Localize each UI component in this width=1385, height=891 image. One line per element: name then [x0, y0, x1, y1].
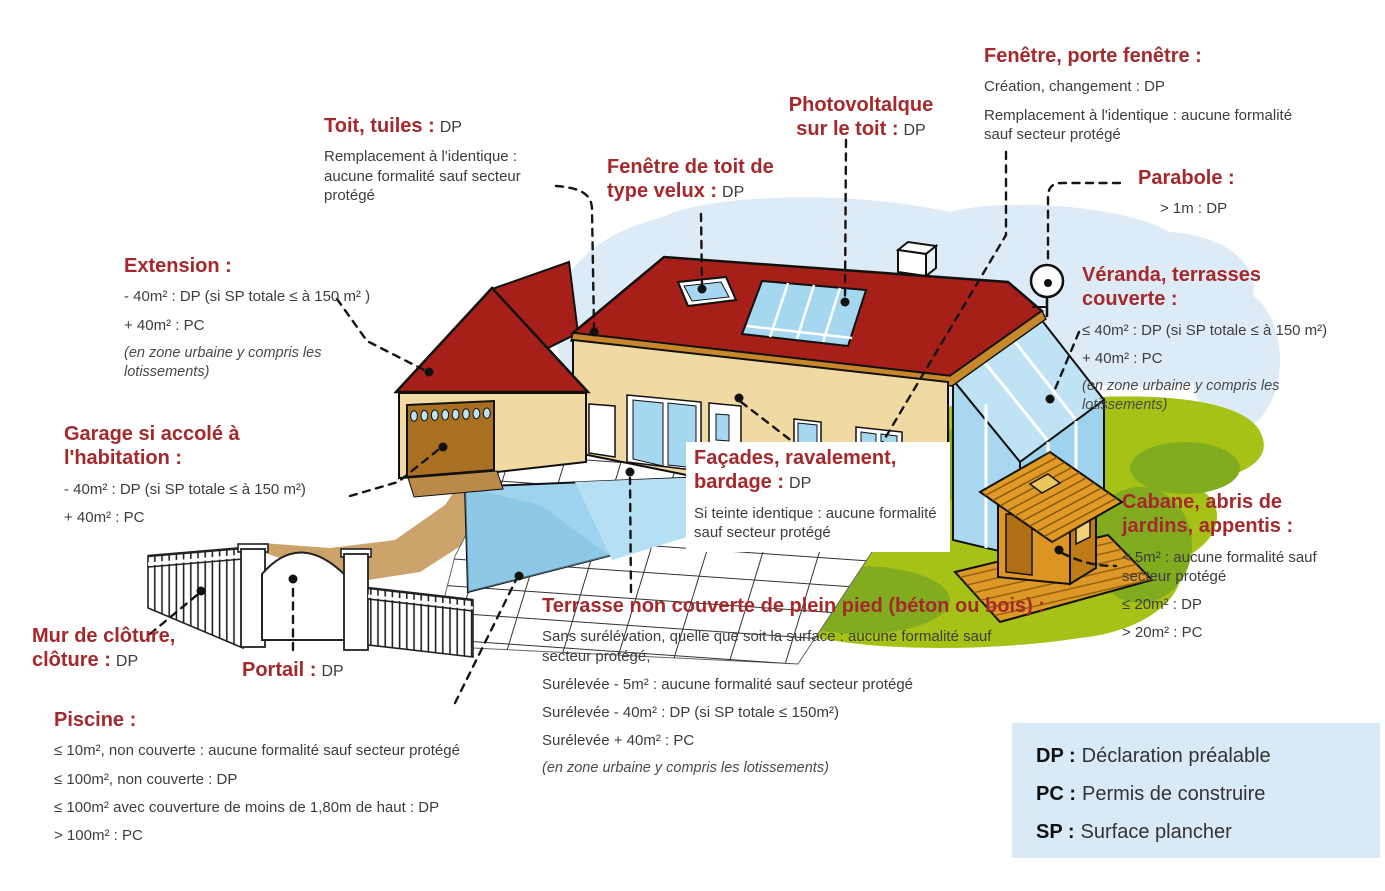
fence-right — [368, 588, 473, 657]
portail-gate — [262, 552, 346, 640]
legend-box — [1012, 723, 1380, 858]
connector-terrasse — [630, 478, 631, 592]
label-terrasse — [542, 594, 1062, 778]
label-toit-tuiles — [324, 114, 566, 214]
label-title — [772, 117, 950, 141]
label-title-text: sur le toit : — [796, 118, 899, 141]
label-note: (en zone urbaine y compris les lotissements) — [542, 760, 829, 777]
anchor-dot — [590, 328, 599, 337]
label-title — [242, 658, 422, 682]
label-line: Surélevée - 40m² : DP (si SP totale ≤ 150m²) — [542, 703, 839, 721]
label-title: Fenêtre de toit de — [607, 156, 774, 178]
label-piscine — [54, 708, 539, 854]
label-line: > 100m² : PC — [54, 826, 143, 844]
label-code: DP — [439, 119, 462, 136]
label-title: Extension : — [124, 255, 232, 277]
label-title: Véranda, terrasses couverte : — [1082, 264, 1262, 311]
label-line: + 40m² : PC — [124, 316, 205, 334]
label-line: Remplacement à l'identique : aucune formalité sauf secteur protégé — [984, 106, 1293, 143]
label-title: Piscine : — [54, 709, 137, 731]
label-note: (en zone urbaine y compris les lotissements) — [1082, 378, 1280, 413]
label-line: ≤ 20m² : DP — [1122, 596, 1202, 614]
legend-label: Surface plancher — [1080, 821, 1232, 843]
anchor-dot — [1055, 546, 1064, 555]
label-parabole — [1138, 166, 1298, 228]
label-title-text: Mur de clôture, clôture : — [32, 625, 176, 672]
label-line: Si teinte identique : aucune formalité sauf secteur protégé — [694, 504, 937, 541]
anchor-dot — [289, 575, 298, 584]
gate-pillars-and-arch — [238, 544, 371, 650]
label-title — [32, 624, 237, 673]
label-line: - 40m² : DP (si SP totale ≤ à 150 m² ) — [124, 288, 371, 306]
legend-abbr: SP : — [1036, 821, 1075, 843]
label-line: + 40m² : PC — [64, 508, 145, 526]
label-line: ≤ 10m², non couverte : aucune formalité sauf secteur protégé — [54, 742, 460, 760]
anchor-dot — [735, 394, 744, 403]
legend-abbr: PC : — [1036, 783, 1076, 805]
label-code: DP — [789, 475, 812, 493]
label-line: Sans surélévation, quelle que soit la surface : aucune formalité sauf secteur protégé, — [542, 628, 992, 665]
label-code: DP — [722, 184, 745, 202]
label-facades — [686, 442, 950, 552]
label-line: Surélevée - 5m² : aucune formalité sauf secteur protégé — [542, 675, 914, 693]
label-title: Cabane, abris de jardins, appentis : — [1122, 491, 1294, 538]
anchor-dot — [425, 368, 434, 377]
label-title: Photovoltalque — [788, 94, 934, 116]
label-fenetre-porte — [984, 44, 1319, 153]
label-photovoltaique — [772, 93, 950, 151]
legend-label: Permis de construire — [1082, 783, 1266, 805]
label-line: > 20m² : PC — [1122, 624, 1203, 642]
anchor-dot — [439, 443, 448, 452]
label-title: Terrasse non couverte de plein pied (béton ou bois) : — [542, 595, 1046, 617]
label-line: > 1m : DP — [1160, 200, 1228, 218]
anchor-dot — [626, 468, 635, 477]
label-title-text: type velux : — [607, 180, 718, 203]
label-title: Fenêtre, porte fenêtre : — [984, 45, 1202, 67]
label-garage — [64, 422, 364, 536]
service-door — [589, 404, 615, 457]
label-line: ≤ 40m² : DP (si SP totale ≤ à 150 m²) — [1082, 321, 1328, 339]
label-line: + 40m² : PC — [1082, 349, 1163, 367]
anchor-dot — [1046, 395, 1055, 404]
label-code: DP — [321, 663, 344, 680]
label-line: Surélevée + 40m² : PC — [542, 732, 695, 750]
label-line: Création, changement : DP — [984, 78, 1165, 96]
garage-door — [407, 401, 494, 477]
label-title — [324, 114, 566, 138]
label-title: Parabole : — [1138, 167, 1235, 189]
legend-label: Déclaration préalable — [1081, 745, 1271, 767]
label-extension — [124, 254, 409, 381]
legend-abbr: DP : — [1036, 745, 1076, 767]
anchor-dot — [197, 587, 206, 596]
anchor-dot — [698, 285, 707, 294]
legend-row — [1036, 745, 1380, 768]
label-title — [607, 179, 832, 203]
label-line: < 5m² : aucune formalité sauf secteur protégé — [1122, 548, 1317, 585]
anchor-dot — [841, 298, 850, 307]
anchor-dot — [515, 572, 524, 581]
label-title-text: Toit, tuiles : — [324, 115, 435, 137]
label-code: DP — [903, 122, 926, 140]
label-veranda — [1082, 263, 1382, 415]
chimney — [898, 242, 936, 276]
label-portail — [242, 658, 422, 691]
label-line: - 40m² : DP (si SP totale ≤ à 150 m²) — [64, 480, 306, 498]
label-title: Garage si accolé à l'habitation : — [64, 423, 240, 470]
label-note: (en zone urbaine y compris les lotissements) — [124, 344, 322, 380]
label-title-text: Portail : — [242, 659, 317, 681]
label-title-text: Façades, ravalement, bardage : — [694, 447, 897, 494]
label-title — [694, 446, 924, 495]
label-mur-cloture — [32, 624, 237, 682]
legend-row — [1036, 821, 1380, 844]
legend-row — [1036, 783, 1380, 806]
solar-panels — [742, 281, 866, 346]
label-velux — [607, 155, 832, 213]
label-line: ≤ 100m², non couverte : DP — [54, 770, 238, 788]
label-cabane — [1122, 490, 1374, 652]
velux-roof-window — [678, 277, 736, 306]
label-line: ≤ 100m² avec couverture de moins de 1,80m de haut : DP — [54, 798, 440, 816]
label-line: Remplacement à l'identique : aucune formalité sauf secteur protégé — [324, 148, 521, 204]
label-code: DP — [115, 653, 139, 671]
